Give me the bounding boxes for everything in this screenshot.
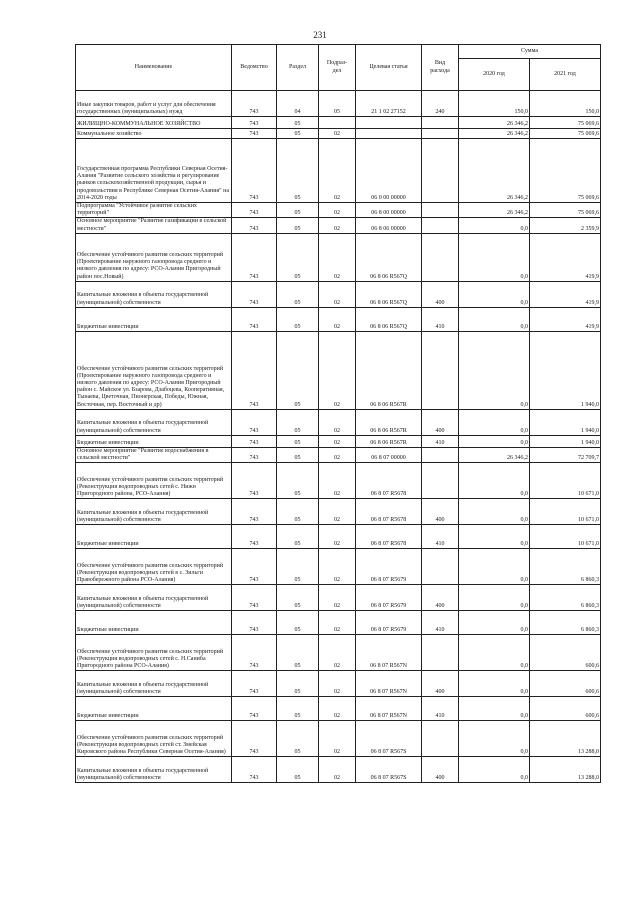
row-amount-2021-cell: 75 069,6	[530, 139, 601, 203]
row-target-cell: 06 8 07 R5679	[356, 611, 422, 635]
row-vedomstvo-cell: 743	[232, 635, 277, 671]
row-vedomstvo-cell: 743	[232, 117, 277, 129]
col-header-summa: Сумма	[459, 45, 601, 59]
row-amount-2021-cell: 72 709,7	[530, 447, 601, 462]
row-amount-2021-cell: 75 069,6	[530, 117, 601, 129]
row-amount-2020-cell: 26 346,2	[459, 203, 530, 218]
row-target-cell: 06 8 06 R567R	[356, 409, 422, 435]
table-row	[76, 281, 601, 307]
row-target-cell: 06 8 06 00000	[356, 218, 422, 233]
row-target-cell: 06 8 06 R567Q	[356, 233, 422, 281]
row-vedomstvo-cell: 743	[232, 409, 277, 435]
row-amount-2020-cell: 0,0	[459, 671, 530, 697]
row-name-cell: Капитальные вложения в объекты государственной (муниципальной) собственности	[76, 585, 232, 611]
row-amount-2021-cell: 1 940,0	[530, 409, 601, 435]
row-podrazdel-cell: 02	[319, 233, 356, 281]
row-vid-cell: 400	[422, 499, 459, 525]
row-vedomstvo-cell: 743	[232, 757, 277, 783]
row-amount-2020-cell: 0,0	[459, 307, 530, 331]
row-vid-cell	[422, 549, 459, 585]
row-razdel-cell: 05	[277, 721, 319, 757]
table-row	[76, 307, 601, 331]
row-vedomstvo-cell: 743	[232, 129, 277, 139]
table-row	[76, 409, 601, 435]
row-amount-2021-cell: 419,9	[530, 307, 601, 331]
row-target-cell: 06 8 07 R567N	[356, 635, 422, 671]
row-vedomstvo-cell: 743	[232, 203, 277, 218]
table-row	[76, 117, 601, 129]
row-podrazdel-cell: 02	[319, 307, 356, 331]
row-name-cell: Бюджетные инвестиции	[76, 435, 232, 447]
row-podrazdel-cell	[319, 117, 356, 129]
row-podrazdel-cell: 02	[319, 549, 356, 585]
table-row	[76, 435, 601, 447]
row-amount-2021-cell: 150,0	[530, 91, 601, 117]
row-amount-2021-cell: 6 860,3	[530, 611, 601, 635]
row-amount-2020-cell: 26 346,2	[459, 117, 530, 129]
row-vedomstvo-cell: 743	[232, 139, 277, 203]
row-vid-cell	[422, 233, 459, 281]
row-podrazdel-cell: 02	[319, 671, 356, 697]
col-header-vid: Вид расхода	[422, 45, 459, 91]
row-vid-cell: 240	[422, 91, 459, 117]
row-target-cell: 21 1 02 27152	[356, 91, 422, 117]
col-header-year-2021: 2021 год	[530, 59, 601, 91]
row-name-cell: Коммунальное хозяйство	[76, 129, 232, 139]
row-vedomstvo-cell: 743	[232, 331, 277, 409]
row-vedomstvo-cell: 743	[232, 218, 277, 233]
row-vid-cell: 400	[422, 757, 459, 783]
row-amount-2021-cell: 2 359,9	[530, 218, 601, 233]
row-podrazdel-cell: 02	[319, 757, 356, 783]
col-header-target: Целевая статья	[356, 45, 422, 91]
row-vedomstvo-cell: 743	[232, 447, 277, 462]
row-razdel-cell: 05	[277, 331, 319, 409]
row-razdel-cell: 05	[277, 525, 319, 549]
row-vedomstvo-cell: 743	[232, 435, 277, 447]
row-amount-2020-cell: 0,0	[459, 549, 530, 585]
row-name-cell: Капитальные вложения в объекты государственной (муниципальной) собственности	[76, 671, 232, 697]
row-name-cell: Обеспечение устойчивого развития сельских территорий (Реконструкция водопроводных сетей с. Н.Саниба Пригородного района РСО-Алания)	[76, 635, 232, 671]
row-razdel-cell: 05	[277, 549, 319, 585]
row-vid-cell	[422, 447, 459, 462]
row-target-cell: 06 8 06 R567Q	[356, 307, 422, 331]
row-target-cell: 06 8 07 R5679	[356, 549, 422, 585]
row-vid-cell: 410	[422, 435, 459, 447]
row-vid-cell: 400	[422, 409, 459, 435]
row-vid-cell: 400	[422, 671, 459, 697]
row-amount-2020-cell: 26 346,2	[459, 129, 530, 139]
row-podrazdel-cell: 02	[319, 525, 356, 549]
row-vid-cell	[422, 117, 459, 129]
row-vedomstvo-cell: 743	[232, 233, 277, 281]
row-podrazdel-cell: 02	[319, 218, 356, 233]
row-target-cell: 06 8 07 R567S	[356, 721, 422, 757]
row-name-cell: Обеспечение устойчивого развития сельских территорий (Реконструкция водопроводных сетей с. Нижн Пригородного района, РСО-Алания)	[76, 463, 232, 499]
row-amount-2020-cell: 0,0	[459, 757, 530, 783]
table-row	[76, 757, 601, 783]
row-vid-cell	[422, 635, 459, 671]
table-row	[76, 203, 601, 218]
row-name-cell: Бюджетные инвестиции	[76, 697, 232, 721]
row-name-cell: Обеспечение устойчивого развития сельских территорий (Реконструкция водопроводных сетей ст. Змейская Кировского района Республики Северная Осетия-Алания)	[76, 721, 232, 757]
row-amount-2021-cell: 1 940,0	[530, 435, 601, 447]
row-name-cell: Обеспечение устойчивого развития сельских территорий (Проектирование наружного газопровода среднего и низкого давления по адресу: РСО-Алания Пригородный район с. Майское ул. Бзарова, Дзабоцева, Кооперативная, Тынаева, Цветочная, Пионерская, Победы, Южная, Восточная, пер. Восточный и др)	[76, 331, 232, 409]
row-podrazdel-cell: 02	[319, 463, 356, 499]
row-podrazdel-cell: 02	[319, 435, 356, 447]
row-vedomstvo-cell: 743	[232, 525, 277, 549]
row-razdel-cell: 05	[277, 585, 319, 611]
row-podrazdel-cell: 02	[319, 635, 356, 671]
row-vedomstvo-cell: 743	[232, 281, 277, 307]
row-amount-2021-cell: 600,6	[530, 635, 601, 671]
row-target-cell: 06 8 06 R567Q	[356, 281, 422, 307]
row-amount-2020-cell: 0,0	[459, 331, 530, 409]
row-target-cell: 06 8 00 00000	[356, 203, 422, 218]
row-amount-2021-cell: 600,6	[530, 671, 601, 697]
row-podrazdel-cell: 05	[319, 91, 356, 117]
row-name-cell: Государственная программа Республики Северная Осетия-Алания "Развитие сельского хозяйства и регулирование рынков сельскохозяйственной продукции, сырья и продовольствия в Республике Северная Осетия-Алания" на 2014-2020 годы	[76, 139, 232, 203]
row-target-cell: 06 8 07 R5678	[356, 463, 422, 499]
row-target-cell: 06 8 07 00000	[356, 447, 422, 462]
row-amount-2020-cell: 0,0	[459, 409, 530, 435]
table-row	[76, 331, 601, 409]
row-name-cell: Обеспечение устойчивого развития сельских территорий (Проектирование наружного газопровода среднего и низкого давления по адресу: РСО-Алания Пригородный район пос.Новый)	[76, 233, 232, 281]
row-podrazdel-cell: 02	[319, 203, 356, 218]
table-row	[76, 585, 601, 611]
row-amount-2020-cell: 0,0	[459, 611, 530, 635]
row-amount-2020-cell: 0,0	[459, 218, 530, 233]
row-vedomstvo-cell: 743	[232, 721, 277, 757]
row-target-cell	[356, 117, 422, 129]
page-number: 231	[313, 30, 327, 40]
row-amount-2020-cell: 26 346,2	[459, 447, 530, 462]
row-amount-2020-cell: 150,0	[459, 91, 530, 117]
col-header-razdel: Раздел	[277, 45, 319, 91]
row-podrazdel-cell: 02	[319, 499, 356, 525]
row-vid-cell: 410	[422, 611, 459, 635]
row-name-cell: Капитальные вложения в объекты государственной (муниципальной) собственности	[76, 281, 232, 307]
row-podrazdel-cell: 02	[319, 611, 356, 635]
row-podrazdel-cell: 02	[319, 721, 356, 757]
row-target-cell: 06 8 07 R567N	[356, 697, 422, 721]
row-vid-cell: 400	[422, 585, 459, 611]
col-header-year-2020: 2020 год	[459, 59, 530, 91]
row-target-cell: 06 8 07 R5678	[356, 525, 422, 549]
row-vid-cell	[422, 721, 459, 757]
row-amount-2020-cell: 26 346,2	[459, 139, 530, 203]
row-amount-2020-cell: 0,0	[459, 635, 530, 671]
row-amount-2021-cell: 75 069,6	[530, 203, 601, 218]
row-razdel-cell: 05	[277, 409, 319, 435]
row-razdel-cell: 04	[277, 91, 319, 117]
row-vid-cell	[422, 139, 459, 203]
row-amount-2020-cell: 0,0	[459, 463, 530, 499]
row-name-cell: Бюджетные инвестиции	[76, 525, 232, 549]
row-razdel-cell: 05	[277, 635, 319, 671]
row-razdel-cell: 05	[277, 139, 319, 203]
row-amount-2020-cell: 0,0	[459, 435, 530, 447]
row-razdel-cell: 05	[277, 463, 319, 499]
row-vedomstvo-cell: 743	[232, 91, 277, 117]
table-row	[76, 499, 601, 525]
row-name-cell: ЖИЛИЩНО-КОММУНАЛЬНОЕ ХОЗЯЙСТВО	[76, 117, 232, 129]
row-amount-2021-cell: 419,9	[530, 233, 601, 281]
row-amount-2020-cell: 0,0	[459, 525, 530, 549]
row-name-cell: Обеспечение устойчивого развития сельских территорий (Реконструкция водопроводных сетей в с. Зильги Правобережного района РСО-Алания)	[76, 549, 232, 585]
row-target-cell: 06 8 07 R5679	[356, 585, 422, 611]
row-amount-2021-cell: 600,6	[530, 697, 601, 721]
row-razdel-cell: 05	[277, 499, 319, 525]
table-row	[76, 129, 601, 139]
row-podrazdel-cell: 02	[319, 331, 356, 409]
col-header-name: Наименование	[76, 45, 232, 91]
col-header-vedomstvo: Ведомство	[232, 45, 277, 91]
row-name-cell: Основное мероприятие "Развитие водоснабжения в сельской местности"	[76, 447, 232, 462]
row-vedomstvo-cell: 743	[232, 611, 277, 635]
row-amount-2021-cell: 13 288,0	[530, 721, 601, 757]
row-name-cell: Капитальные вложения в объекты государственной (муниципальной) собственности	[76, 499, 232, 525]
row-amount-2021-cell: 419,9	[530, 281, 601, 307]
row-podrazdel-cell: 02	[319, 697, 356, 721]
row-amount-2020-cell: 0,0	[459, 697, 530, 721]
row-podrazdel-cell: 02	[319, 447, 356, 462]
row-razdel-cell: 05	[277, 218, 319, 233]
row-amount-2021-cell: 1 940,0	[530, 331, 601, 409]
row-podrazdel-cell: 02	[319, 585, 356, 611]
row-razdel-cell: 05	[277, 129, 319, 139]
row-razdel-cell: 05	[277, 757, 319, 783]
row-vid-cell	[422, 203, 459, 218]
table-row	[76, 611, 601, 635]
row-amount-2020-cell: 0,0	[459, 721, 530, 757]
row-amount-2021-cell: 6 860,3	[530, 549, 601, 585]
row-vedomstvo-cell: 743	[232, 549, 277, 585]
row-razdel-cell: 05	[277, 611, 319, 635]
row-vid-cell	[422, 129, 459, 139]
row-amount-2020-cell: 0,0	[459, 233, 530, 281]
row-razdel-cell: 05	[277, 697, 319, 721]
row-name-cell: Основное мероприятие "Развитие газификации в сельской местности"	[76, 218, 232, 233]
row-name-cell: Иные закупки товаров, работ и услуг для обеспечения государственных (муниципальных) нужд	[76, 91, 232, 117]
row-vedomstvo-cell: 743	[232, 671, 277, 697]
row-name-cell: Бюджетные инвестиции	[76, 307, 232, 331]
table-row	[76, 139, 601, 203]
row-razdel-cell: 05	[277, 447, 319, 462]
row-podrazdel-cell: 02	[319, 139, 356, 203]
row-amount-2020-cell: 0,0	[459, 499, 530, 525]
row-name-cell: Подпрограмма "Устойчивое развитие сельских территорий"	[76, 203, 232, 218]
col-header-podrazdel: Подраз- дел	[319, 45, 356, 91]
row-name-cell: Капитальные вложения в объекты государственной (муниципальной) собственности	[76, 757, 232, 783]
row-vid-cell: 410	[422, 307, 459, 331]
row-vid-cell: 400	[422, 281, 459, 307]
row-razdel-cell: 05	[277, 203, 319, 218]
row-amount-2021-cell: 75 069,6	[530, 129, 601, 139]
row-razdel-cell: 05	[277, 281, 319, 307]
row-vedomstvo-cell: 743	[232, 307, 277, 331]
row-target-cell: 06 0 00 00000	[356, 139, 422, 203]
row-vedomstvo-cell: 743	[232, 585, 277, 611]
row-target-cell: 06 8 07 R567S	[356, 757, 422, 783]
row-razdel-cell: 05	[277, 117, 319, 129]
row-vedomstvo-cell: 743	[232, 499, 277, 525]
row-razdel-cell: 05	[277, 307, 319, 331]
row-amount-2020-cell: 0,0	[459, 281, 530, 307]
table-row	[76, 447, 601, 462]
table-row	[76, 525, 601, 549]
row-amount-2021-cell: 6 860,3	[530, 585, 601, 611]
table-body	[76, 91, 601, 783]
row-vedomstvo-cell: 743	[232, 697, 277, 721]
table-row	[76, 218, 601, 233]
row-vid-cell	[422, 331, 459, 409]
row-podrazdel-cell: 02	[319, 409, 356, 435]
row-amount-2021-cell: 10 671,0	[530, 463, 601, 499]
row-razdel-cell: 05	[277, 233, 319, 281]
table-row	[76, 697, 601, 721]
row-vid-cell	[422, 218, 459, 233]
table-row	[76, 635, 601, 671]
row-amount-2021-cell: 10 671,0	[530, 499, 601, 525]
row-vid-cell: 410	[422, 697, 459, 721]
row-name-cell: Бюджетные инвестиции	[76, 611, 232, 635]
row-razdel-cell: 05	[277, 671, 319, 697]
table-row	[76, 91, 601, 117]
row-target-cell: 06 8 07 R567N	[356, 671, 422, 697]
row-amount-2021-cell: 10 671,0	[530, 525, 601, 549]
row-amount-2020-cell: 0,0	[459, 585, 530, 611]
row-razdel-cell: 05	[277, 435, 319, 447]
table-row	[76, 233, 601, 281]
row-target-cell: 06 8 06 R567R	[356, 331, 422, 409]
row-target-cell	[356, 129, 422, 139]
table-row	[76, 671, 601, 697]
budget-table	[75, 44, 601, 783]
table-row	[76, 463, 601, 499]
row-vid-cell	[422, 463, 459, 499]
row-vid-cell: 410	[422, 525, 459, 549]
table-row	[76, 721, 601, 757]
row-podrazdel-cell: 02	[319, 129, 356, 139]
row-podrazdel-cell: 02	[319, 281, 356, 307]
row-target-cell: 06 8 07 R5678	[356, 499, 422, 525]
table-row	[76, 549, 601, 585]
row-name-cell: Капитальные вложения в объекты государственной (муниципальной) собственности	[76, 409, 232, 435]
row-vedomstvo-cell: 743	[232, 463, 277, 499]
row-amount-2021-cell: 13 288,0	[530, 757, 601, 783]
row-target-cell: 06 8 06 R567R	[356, 435, 422, 447]
